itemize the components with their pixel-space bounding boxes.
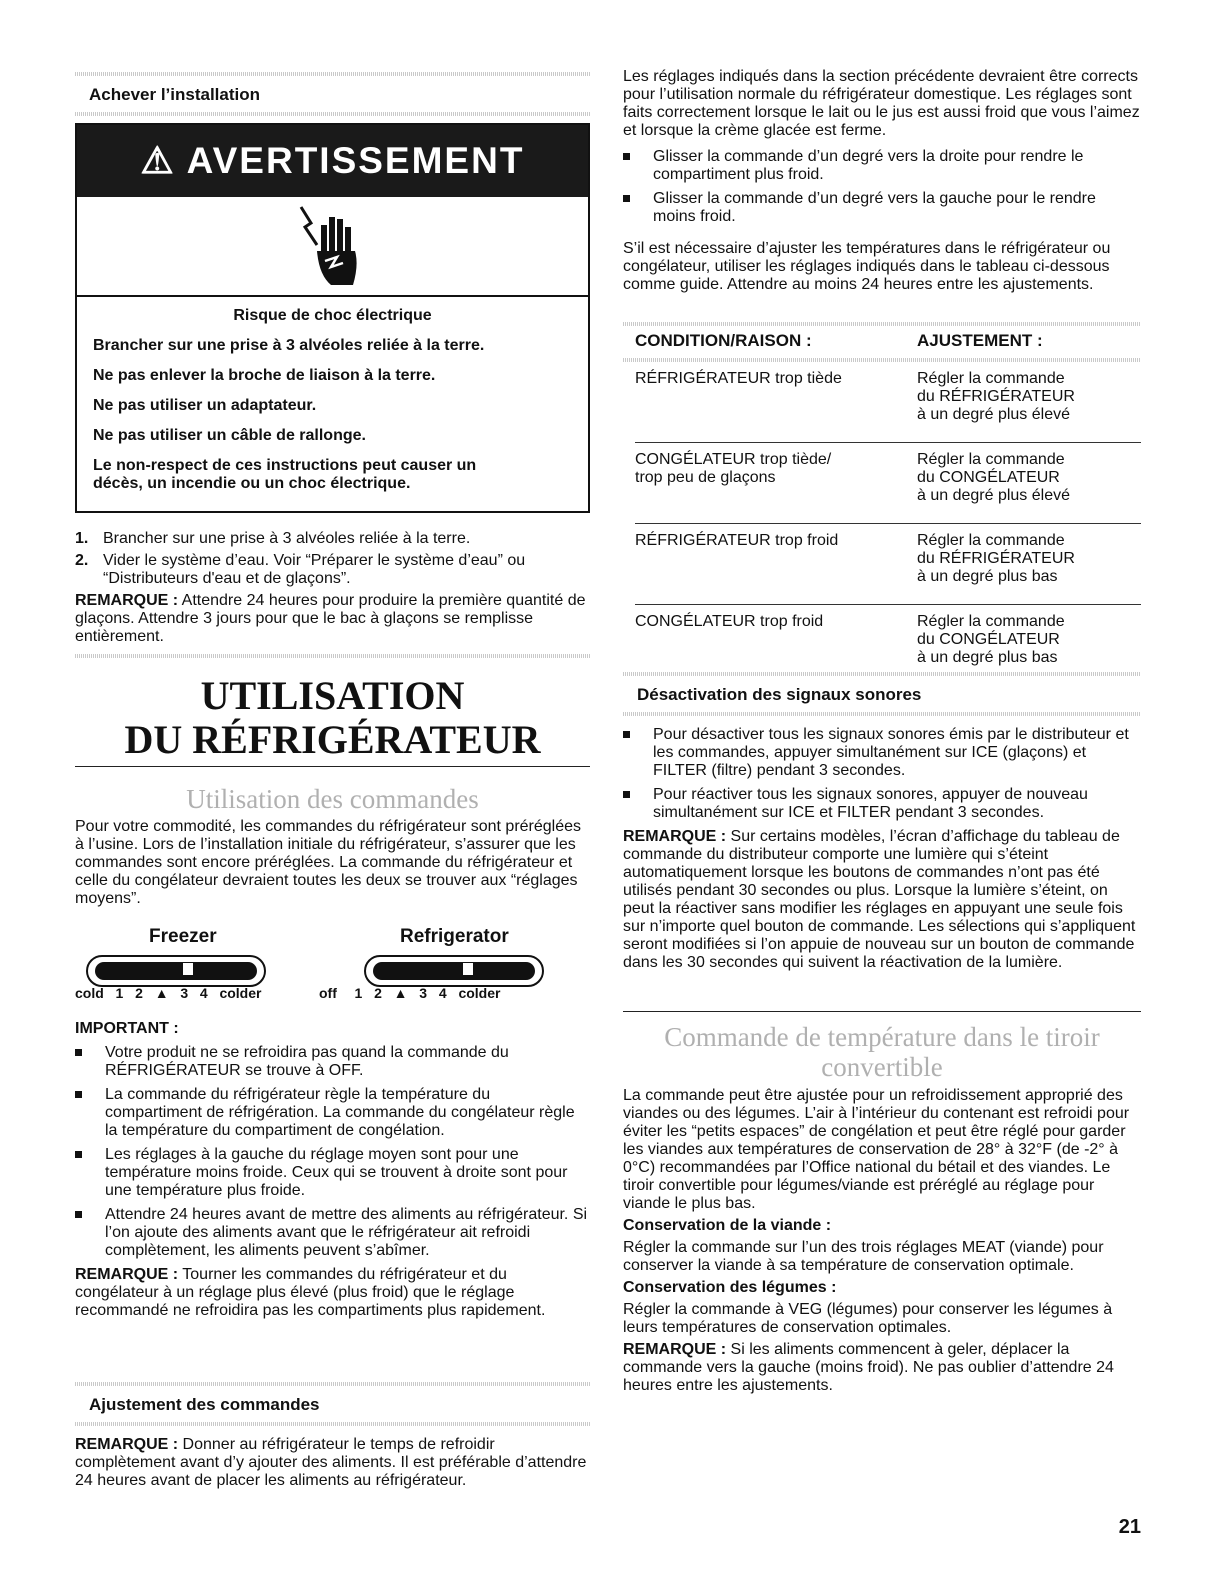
scale-label: cold 1 2 ▲ 3 4 colder [75,985,262,1001]
remark-paragraph: REMARQUE : Attendre 24 heures pour produire la première quantité de glaçons. Attendre 3 jours pour que le bac à glaçons se remplisse entièrement. [75,592,586,645]
paragraph: Régler la commande sur l’un des trois réglages MEAT (viande) pour conserver la viande à sa température de conservation optimale. [623,1239,1104,1274]
warning-line: Ne pas utiliser un adaptateur. [93,397,317,414]
divider [75,1422,590,1426]
subsection-title: Commande de température dans le tiroir convertible [664,1022,1100,1082]
warning-box [75,123,590,513]
warning-title: AVERTISSEMENT [186,140,525,181]
veg-heading: Conservation des légumes : [623,1279,837,1296]
condition-cell: CONGÉLATEUR trop tiède/ trop peu de glaçons [635,451,832,486]
title-rule [623,1011,1141,1012]
bullet-item: Attendre 24 heures avant de mettre des aliments au réfrigérateur. Si l’on ajoute des aliments avant que le réfrigérateur ait refroidi complètement, les aliments peuvent s’abîmer. [75,1206,590,1260]
condition-cell: RÉFRIGÉRATEUR trop tiède [635,370,842,387]
adjust-heading: Ajustement des commandes [89,1395,320,1414]
bullet-item: Pour désactiver tous les signaux sonores émis par le distributeur et les commandes, appuyer simultanément sur ICE (glaçons) et FILTER (filtre) pendant 3 secondes. [623,726,1141,780]
divider [623,322,1141,326]
bullet-item: La commande du réfrigérateur règle la température du compartiment de réfrigération. La commande du congélateur règle la température du compartiment de congélation. [75,1086,590,1140]
table-row [635,613,1141,667]
paragraph: La commande peut être ajustée pour un refroidissement approprié des viandes ou des légumes. L’air à l’intérieur du contenant est refroidi pour éviter les “petits espaces” de congélation et peut être réglé pour garder les viandes aux températures de conservation de 28° à 32°F (de -2° à 0°C) recommandées par l’Office national du bétail et des viandes. Le tiroir convertible pour légumes/viande est préréglé au réglage pour viande le plus bas. [623,1087,1130,1212]
divider [623,672,1141,676]
warning-line: Ne pas enlever la broche de liaison à la terre. [93,367,436,384]
adjustment-cell: Régler la commande du CONGÉLATEUR à un degré plus élevé [917,451,1070,504]
bullet-item: Les réglages à la gauche du réglage moyen sont pour une température moins froide. Ceux qui se trouvent à droite sont pour une température plus froide. [75,1146,590,1200]
bullet-item: Votre produit ne se refroidira pas quand la commande du RÉFRIGÉRATEUR se trouve à OFF. [75,1044,590,1080]
subsection-title: Utilisation des commandes [186,784,479,814]
drawer-block [623,1087,1141,1395]
slider-illustration [75,928,590,1008]
risk-text: Risque de choc électrique [233,307,432,324]
scale-label: off 1 2 ▲ 3 4 colder [319,985,501,1001]
remark-paragraph: REMARQUE : Si les aliments commencent à geler, déplacer la commande vers la gauche (moins froid). Ne pas oublier d’attendre 24 heures entre les ajustements. [623,1341,1114,1394]
step-item: 2. Vider le système d’eau. Voir “Préparer le système d’eau” ou “Distributeurs d'eau et de glaçons”. [75,552,526,587]
divider [75,112,590,116]
divider [623,712,1141,716]
freezer-label: Freezer [149,926,217,947]
install-heading: Achever l’installation [89,85,260,104]
sound-heading: Désactivation des signaux sonores [637,685,922,704]
title-rule [75,766,590,767]
refrigerator-label: Refrigerator [400,926,509,947]
table-row [635,370,1141,432]
bullet-item: Pour réactiver tous les signaux sonores, appuyer de nouveau simultanément sur ICE et FILTER pendant 3 secondes. [623,786,1141,822]
paragraph: S’il est nécessaire d’ajuster les températures dans le réfrigérateur ou congélateur, utiliser les réglages indiqués dans le tableau ci-dessous comme guide. Attendre au moins 24 heures entre les ajustements. [623,240,1111,293]
freezer-slider [87,956,265,986]
table-body [635,370,1141,667]
table-header-cell: CONDITION/RAISON : [635,331,812,350]
meat-heading: Conservation de la viande : [623,1217,832,1234]
warning-triangle-icon: ⚠ [140,140,176,181]
table-row [635,532,1141,594]
warning-header [77,125,588,197]
adjustment-cell: Régler la commande du CONGÉLATEUR à un degré plus bas [917,613,1065,666]
table-header-cell: AJUSTEMENT : [917,331,1043,350]
warning-line: Le non-respect de ces instructions peut causer un décès, un incendie ou un choc électrique. [93,457,477,492]
refrigerator-scale [319,984,500,1002]
important-label: IMPORTANT : [75,1020,179,1037]
intro-paragraph: Pour votre commodité, les commandes du réfrigérateur sont préréglées à l’usine. Lors de l’installation initiale du réfrigérateur, s’assurer que les commandes sont encore préréglées. La commande du réfrigérateur et celle du congélateur devraient toutes les deux se trouver aux “réglages moyens”. [75,818,582,907]
electric-shock-hand-icon [297,205,367,289]
bullet-list [623,726,1141,972]
refrigerator-slider [365,956,543,986]
paragraph: Les réglages indiqués dans la section précédente devraient être corrects pour l’utilisation normale du réfrigérateur domestique. Les réglages sont faits correctement lorsque le lait ou le jus est aussi froid que vous l’aimez et lorsque la crème glacée est ferme. [623,68,1140,139]
warning-line: Ne pas utiliser un câble de rallonge. [93,427,366,444]
section-title: UTILISATION DU RÉFRIGÉRATEUR [124,673,541,762]
condition-cell: RÉFRIGÉRATEUR trop froid [635,532,839,549]
important-block [75,1020,590,1320]
condition-cell: CONGÉLATEUR trop froid [635,613,824,630]
adjustment-cell: Régler la commande du RÉFRIGÉRATEUR à un degré plus élevé [917,370,1075,423]
adjustment-cell: Régler la commande du RÉFRIGÉRATEUR à un degré plus bas [917,532,1075,585]
remark-paragraph: REMARQUE : Tourner les commandes du réfrigérateur et du congélateur à un réglage plus élevé (plus froid) que le réglage recommandé ne refroidira pas les compartiments plus rapidement. [75,1266,546,1319]
adjustment-table [623,332,1141,360]
shock-pictogram-area [77,197,588,297]
freezer-scale [75,984,261,1002]
table-header-row [635,332,1141,360]
divider [75,72,590,76]
page-number: 21 [1118,1516,1141,1538]
steps-list [75,530,590,646]
table-row [635,451,1141,513]
remark-paragraph: REMARQUE : Donner au réfrigérateur le temps de refroidir complètement avant d’y ajouter des aliments. Il est préférable d’attendre 24 heures avant de placer les aliments au réfrigérateur. [75,1436,587,1489]
divider [75,654,590,658]
warning-line: Brancher sur une prise à 3 alvéoles reliée à la terre. [93,337,485,354]
step-item: 1. Brancher sur une prise à 3 alvéoles reliée à la terre. [75,530,471,547]
bullet-list [623,148,1141,232]
divider [623,358,1141,362]
remark-paragraph: REMARQUE : Sur certains modèles, l’écran d’affichage du tableau de commande du distributeur comporte une lumière qui s’éteint automatiquement lorsque les boutons de commandes n’ont pas été utilisés pendant 30 secondes ou plus. Lorsque la lumière s’éteint, on peut la réactiver sans modifier les réglages en appuyant une seule fois sur n’importe quel bouton de commande. Les sélections qui s’appliquent seront modifiées si l’on appuie de nouveau sur un bouton de commande dans les 30 secondes qui suivent la réactivation de la lumière. [623,828,1136,971]
bullet-item: Glisser la commande d’un degré vers la droite pour rendre le compartiment plus froid. [623,148,1141,184]
bullet-item: Glisser la commande d’un degré vers la gauche pour le rendre moins froid. [623,190,1141,226]
divider [75,1382,590,1386]
paragraph: Régler la commande à VEG (légumes) pour conserver les légumes à leurs températures de conservation optimales. [623,1301,1113,1336]
